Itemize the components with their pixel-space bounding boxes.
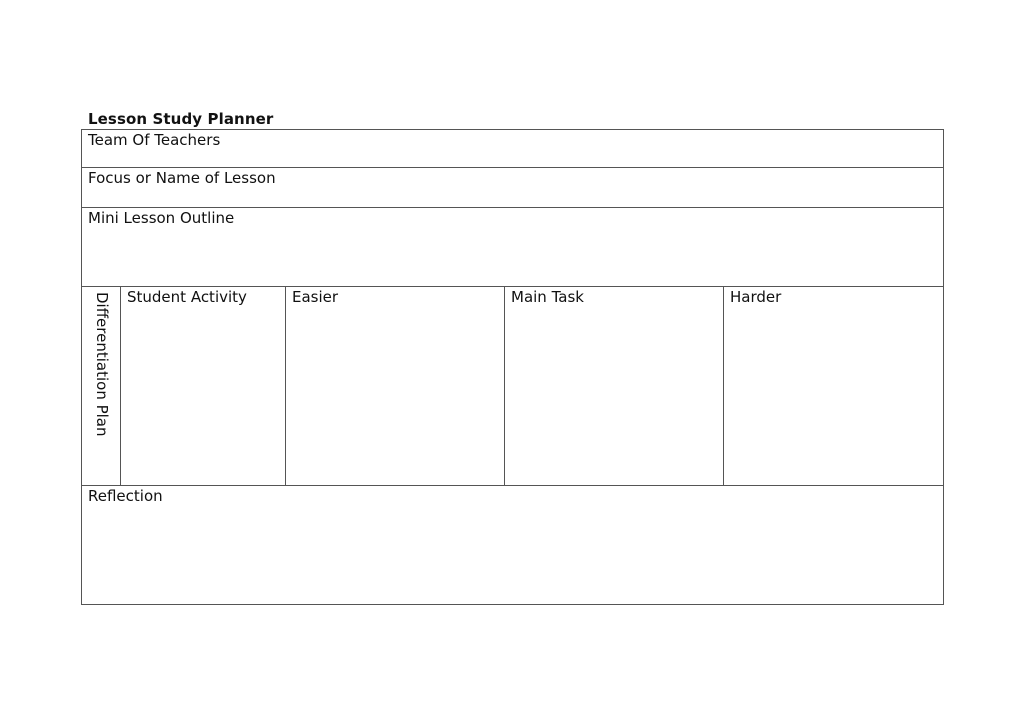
main-task-cell[interactable] xyxy=(504,286,723,485)
harder-cell[interactable] xyxy=(723,286,944,485)
easier-cell[interactable] xyxy=(285,286,504,485)
student-activity-label: Student Activity xyxy=(127,288,247,306)
easier-label: Easier xyxy=(292,288,339,306)
reflection-label: Reflection xyxy=(88,487,163,505)
page-title: Lesson Study Planner xyxy=(88,110,274,128)
reflection-row[interactable] xyxy=(82,485,943,605)
mini-lesson-outline-label: Mini Lesson Outline xyxy=(88,209,235,227)
team-of-teachers-label: Team Of Teachers xyxy=(88,131,221,149)
student-activity-cell[interactable] xyxy=(120,286,285,485)
lesson-focus-label: Focus or Name of Lesson xyxy=(88,169,276,187)
mini-lesson-outline-row[interactable] xyxy=(82,207,943,287)
differentiation-side-cell xyxy=(82,286,121,485)
differentiation-plan-label: Differentiation Plan xyxy=(93,292,111,437)
main-task-label: Main Task xyxy=(511,288,584,306)
lesson-planner-table xyxy=(81,129,944,605)
lesson-focus-row[interactable] xyxy=(82,167,943,208)
differentiation-plan-row xyxy=(82,286,943,486)
team-of-teachers-row[interactable] xyxy=(82,130,943,168)
harder-label: Harder xyxy=(730,288,782,306)
